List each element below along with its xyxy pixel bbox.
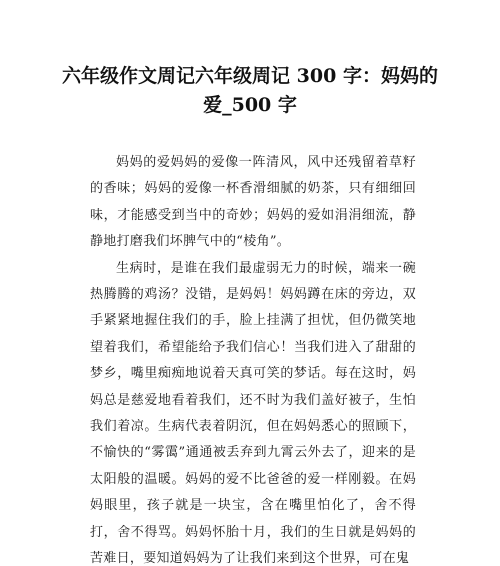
document-body xyxy=(90,150,416,566)
paragraph-2: 生病时，是谁在我们最虚弱无力的时候，端来一碗热腾腾的鸡汤？没错，是妈妈！妈妈蹲在床的旁边，双手紧紧地握住我们的手，脸上挂满了担忧，但仍微笑地望着我们，希望能给予我们信心！当我们进入了甜甜的梦乡，嘴里痴痴地说着天真可笑的梦话。每在这时，妈妈总是慈爱地看着我们，还不时为我们盖好被子，生怕我们着凉。生病代表着阴沉，但在妈妈悉心的照顾下，不愉快的“雾霭”通通被丢弃到九霄云外去了，迎来的是太阳般的温暖。妈妈的爱不比爸爸的爱一样刚毅。在妈妈眼里，孩子就是一块宝，含在嘴里怕化了，舍不得打，舍不得骂。妈妈怀胎十月，我们的生日就是妈妈的苦难日，要知道妈妈为了让我们来到这个世界，可在鬼 xyxy=(90,260,416,566)
paragraph-1: 妈妈的爱妈妈的爱像一阵清风，风中还残留着草籽的香味；妈妈的爱像一杯香滑细腻的奶茶，只有细细回味，才能感受到当中的奇妙；妈妈的爱如涓涓细流，静静地打磨我们坏脾气中的“棱角”。 xyxy=(90,155,416,250)
document-title: 六年级作文周记六年级周记 300 字：妈妈的爱_500 字 xyxy=(62,65,438,116)
